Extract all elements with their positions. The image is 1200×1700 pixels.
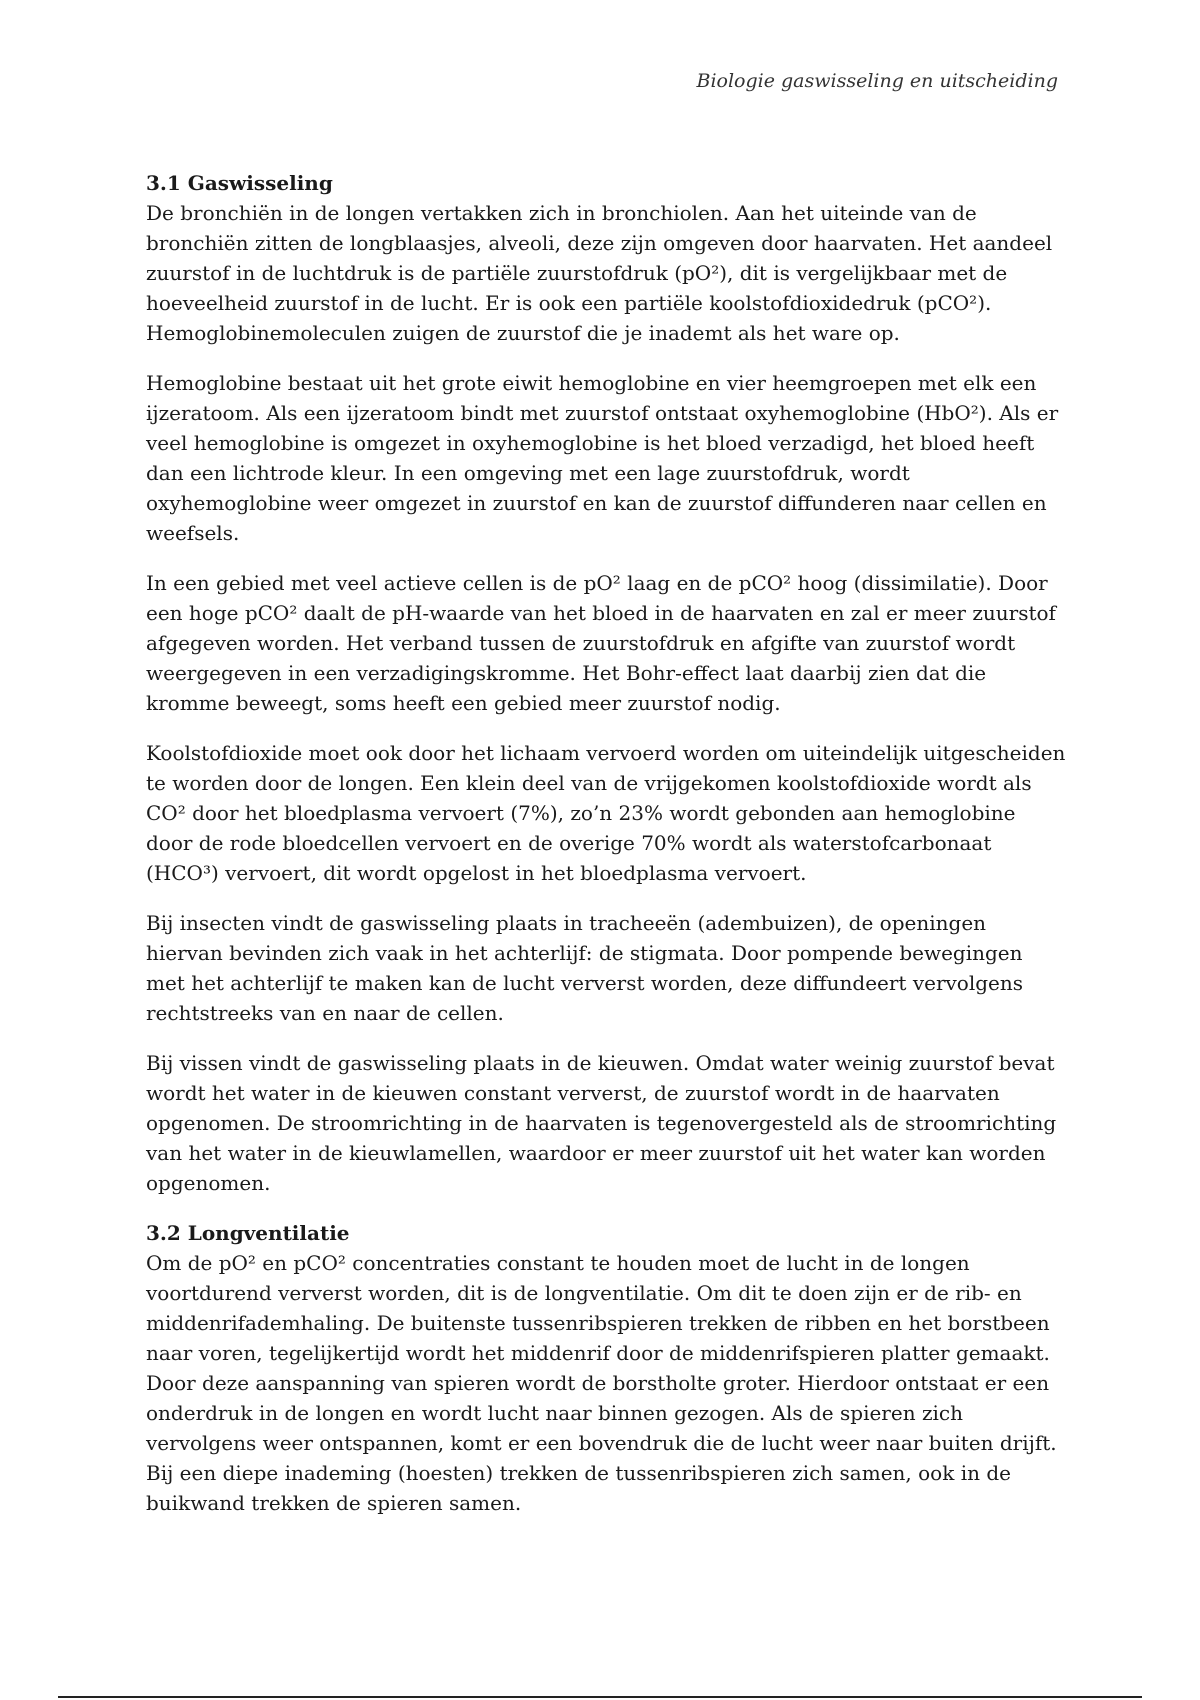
section-gaswisseling xyxy=(146,168,1066,1198)
paragraph: Bij insecten vindt de gaswisseling plaats in tracheeën (adembuizen), de openingen hiervan bevinden zich vaak in het achterlijf: de stigmata. Door pompende bewegingen met het achterlijf te maken kan de lucht ververst worden, deze diffundeert vervolgens rechtstreeks van en naar de cellen. xyxy=(146,911,1024,1025)
paragraph: Om de pO² en pCO² concentraties constant te houden moet de lucht in de longen voortdurend ververst worden, dit is de longventilatie. Om dit te doen zijn er de rib- en middenrifademhaling. De buitenste tussenribspieren trekken de ribben en het borstbeen naar voren, tegelijkertijd wordt het middenrif door de middenrifspieren platter gemaakt. Door deze aanspanning van spieren wordt de borstholte groter. Hierdoor ontstaat er een onderdruk in de longen en wordt lucht naar binnen gezogen. Als de spieren zich vervolgens weer ontspannen, komt er een bovendruk die de lucht weer naar buiten drijft. Bij een diepe inademing (hoesten) trekken de tussenribspieren zich samen, ook in de buikwand trekken de spieren samen. xyxy=(146,1251,1057,1515)
paragraph: In een gebied met veel actieve cellen is de pO² laag en de pCO² hoog (dissimilatie). Door een hoge pCO² daalt de pH-waarde van het bloed in de haarvaten en zal er meer zuurstof afgegeven worden. Het verband tussen de zuurstofdruk en afgifte van zuurstof wordt weergegeven in een verzadigingskromme. Het Bohr-effect laat daarbij zien dat die kromme beweegt, soms heeft een gebied meer zuurstof nodig. xyxy=(146,571,1056,715)
footer-divider xyxy=(58,1696,1142,1698)
section-longventilatie xyxy=(146,1218,1066,1518)
paragraph: Koolstofdioxide moet ook door het lichaam vervoerd worden om uiteindelijk uitgescheiden te worden door de longen. Een klein deel van de vrijgekomen koolstofdioxide wordt als CO² door het bloedplasma vervoert (7%), zo’n 23% wordt gebonden aan hemoglobine door de rode bloedcellen vervoert en de overige 70% wordt als waterstofcarbonaat (HCO³) vervoert, dit wordt opgelost in het bloedplasma vervoert. xyxy=(146,741,1066,885)
paragraph: Bij vissen vindt de gaswisseling plaats in de kieuwen. Omdat water weinig zuurstof bevat wordt het water in de kieuwen constant ververst, de zuurstof wordt in de haarvaten opgenomen. De stroomrichting in de haarvaten is tegenovergesteld als de stroomrichting van het water in de kieuwlamellen, waardoor er meer zuurstof uit het water kan worden opgenomen. xyxy=(146,1051,1057,1195)
section-title: 3.2 Longventilatie xyxy=(146,1221,350,1245)
paragraph: De bronchiën in de longen vertakken zich in bronchiolen. Aan het uiteinde van de bronchiën zitten de longblaasjes, alveoli, deze zijn omgeven door haarvaten. Het aandeel zuurstof in de luchtdruk is de partiële zuurstofdruk (pO²), dit is vergelijkbaar met de hoeveelheid zuurstof in de lucht. Er is ook een partiële koolstofdioxidedruk (pCO²). Hemoglobinemoleculen zuigen de zuurstof die je inademt als het ware op. xyxy=(146,201,1053,345)
document-body xyxy=(146,168,1066,1538)
section-title: 3.1 Gaswisseling xyxy=(146,171,333,195)
paragraph: Hemoglobine bestaat uit het grote eiwit hemoglobine en vier heemgroepen met elk een ijzeratoom. Als een ijzeratoom bindt met zuurstof ontstaat oxyhemoglobine (HbO²). Als er veel hemoglobine is omgezet in oxyhemoglobine is het bloed verzadigd, het bloed heeft dan een lichtrode kleur. In een omgeving met een lage zuurstofdruk, wordt oxyhemoglobine weer omgezet in zuurstof en kan de zuurstof diffunderen naar cellen en weefsels. xyxy=(146,371,1059,545)
running-header: Biologie gaswisseling en uitscheiding xyxy=(696,70,1058,92)
